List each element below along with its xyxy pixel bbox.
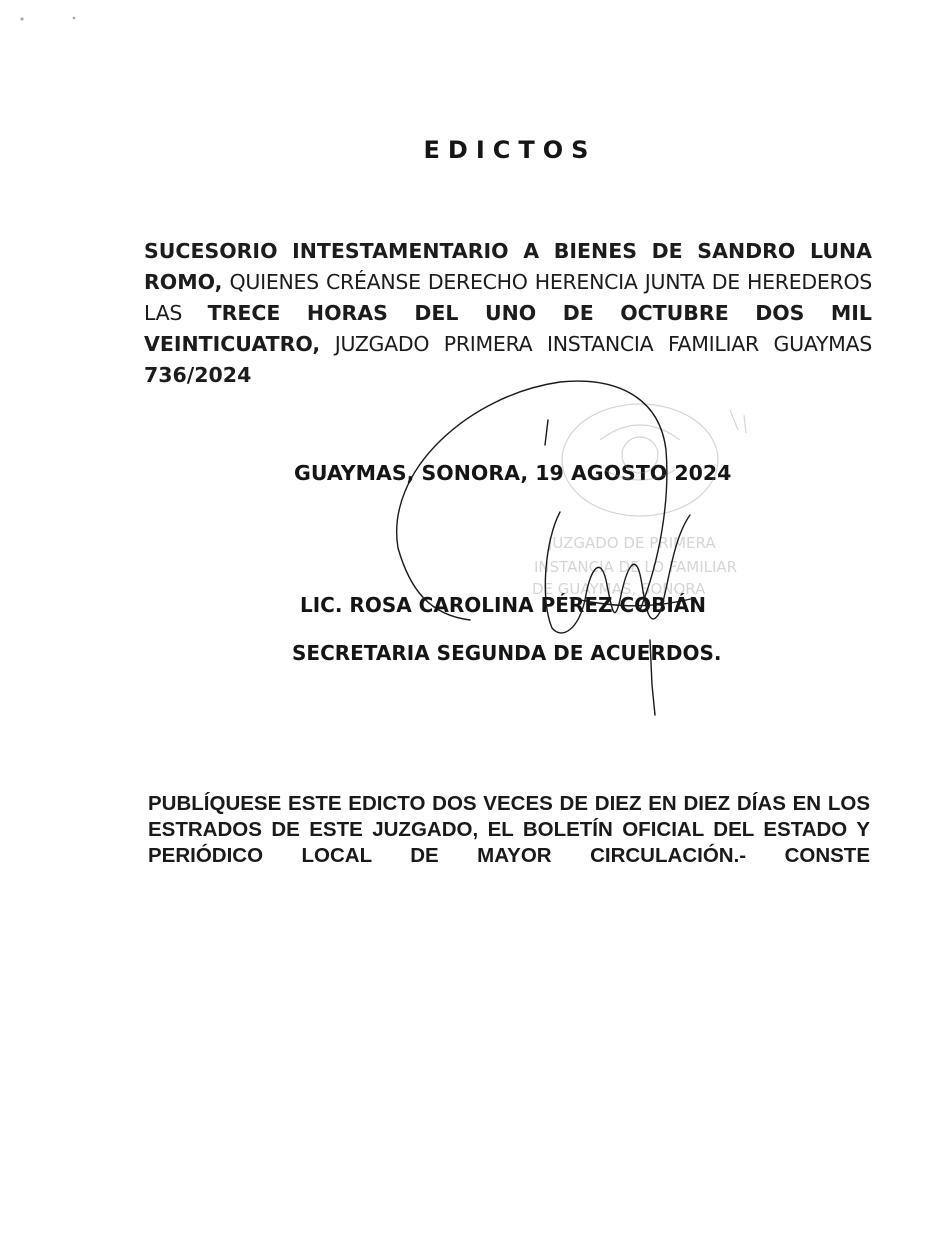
- place-date: GUAYMAS, SONORA, 19 AGOSTO 2024: [294, 461, 732, 485]
- scan-speck: [20, 17, 23, 20]
- body-court-text: JUZGADO PRIMERA INSTANCIA FAMILIAR GUAYMAS: [320, 332, 872, 356]
- body-bold-hearing-time: TRECE HORAS DEL UNO DE OCTUBRE DOS MIL VEINTICUATRO,: [144, 301, 872, 356]
- svg-text:JUZGADO DE PRIMERA: JUZGADO DE PRIMERA: [548, 534, 716, 552]
- scan-speck: [73, 17, 76, 20]
- svg-text:DE GUAYMAS, SONORA: DE GUAYMAS, SONORA: [532, 580, 706, 598]
- case-number: 736/2024: [144, 363, 252, 387]
- court-seal-stamp: [532, 404, 746, 598]
- signer-name: LIC. ROSA CAROLINA PÉREZ COBIÁN: [300, 593, 707, 617]
- signer-role: SECRETARIA SEGUNDA DE ACUERDOS.: [292, 641, 722, 665]
- document-title: EDICTOS: [423, 136, 597, 164]
- edict-body: [144, 236, 872, 391]
- svg-text:INSTANCIA DE LO FAMILIAR: INSTANCIA DE LO FAMILIAR: [534, 558, 738, 576]
- publication-notice: PUBLÍQUESE ESTE EDICTO DOS VECES DE DIEZ EN DIEZ DÍAS EN LOS ESTRADOS DE ESTE JUZGADO, EL BOLETÍN OFICIAL DEL ESTADO Y PERIÓDICO LOCAL DE MAYOR CIRCULACIÓN.- CONSTE: [148, 792, 870, 867]
- body-bold-heading: SUCESORIO INTESTAMENTARIO A BIENES DE SANDRO LUNA ROMO,: [144, 239, 872, 294]
- body-text: QUIENES CRÉANSE DERECHO HERENCIA JUNTA DE HEREDEROS LAS: [144, 270, 872, 325]
